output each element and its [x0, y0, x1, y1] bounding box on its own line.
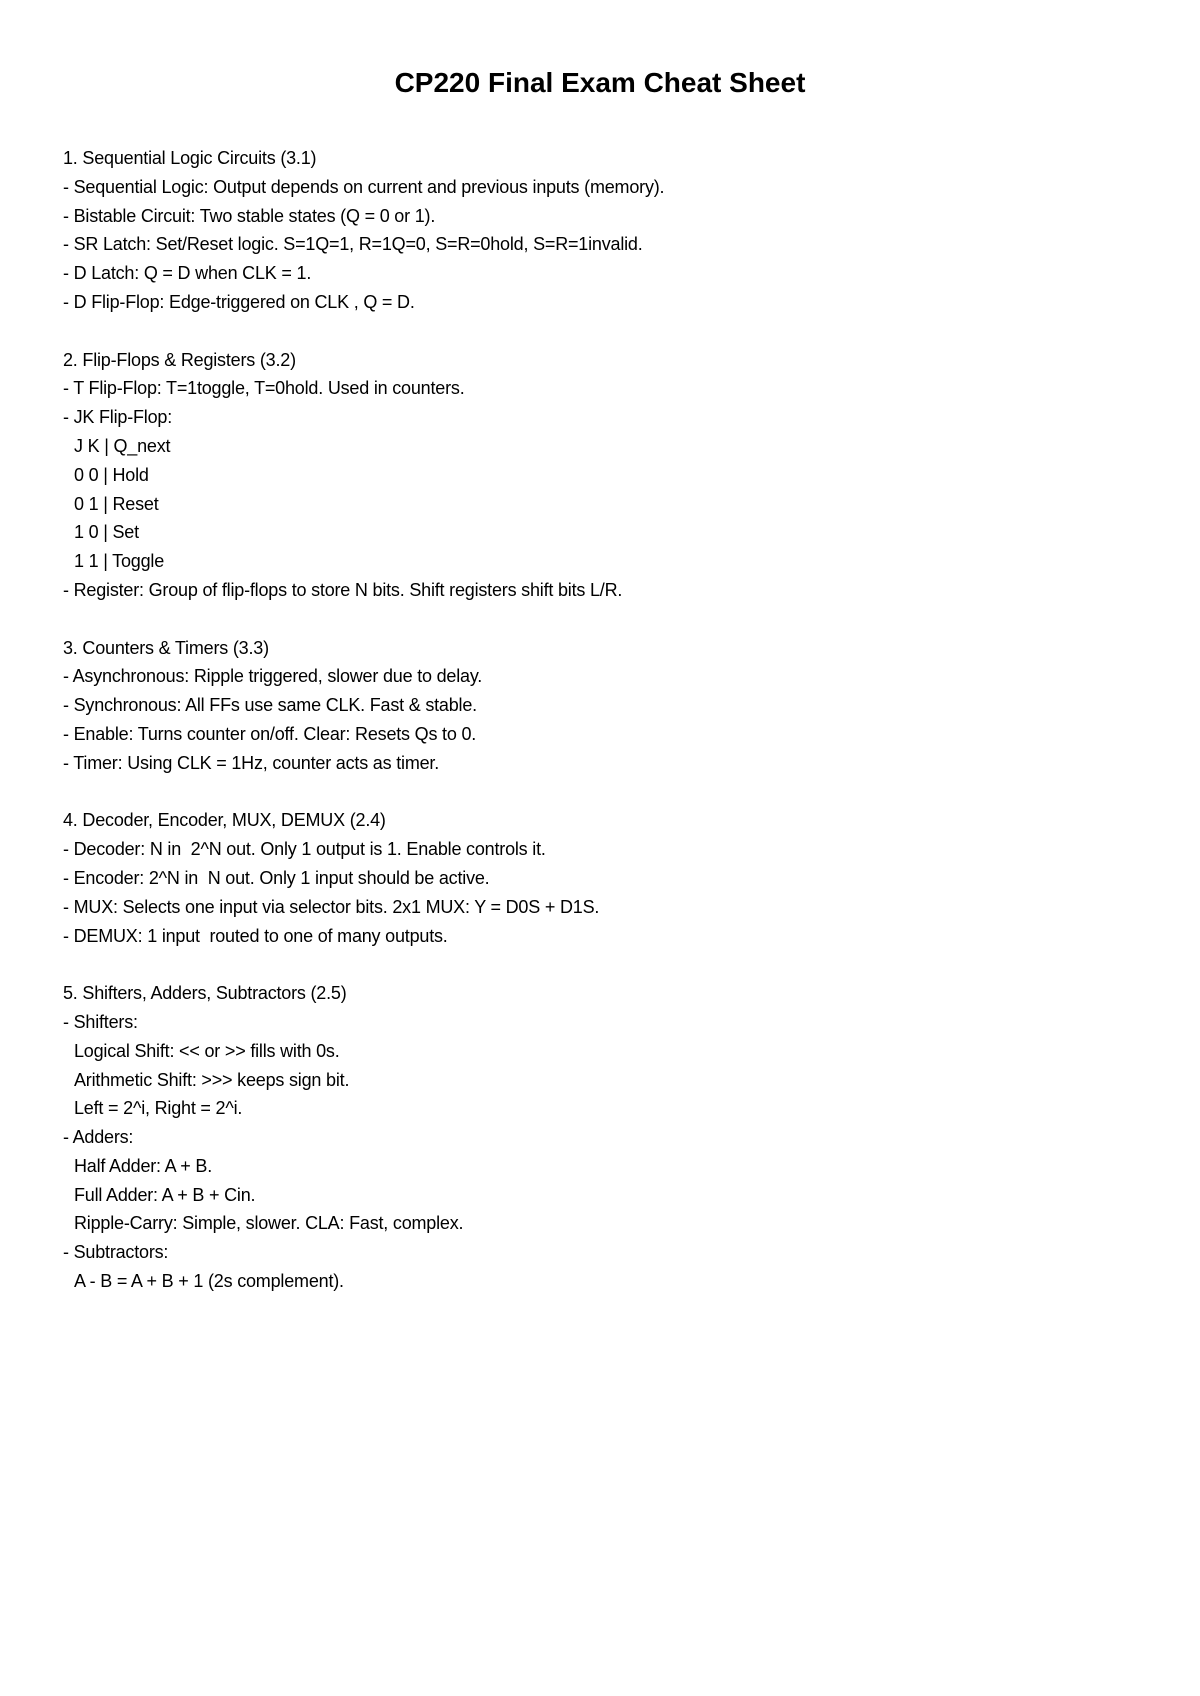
section-5 [63, 979, 1143, 1296]
note-line: - Timer: Using CLK = 1Hz, counter acts as timer. [63, 752, 440, 773]
note-line: - DEMUX: 1 input routed to one of many outputs. [63, 925, 448, 946]
note-line: - JK Flip-Flop: [63, 407, 173, 428]
document-body [63, 144, 1143, 1296]
section-3 [63, 634, 1143, 778]
indented-note-line: A - B = A + B + 1 (2s complement). [74, 1271, 344, 1292]
section-spacer [63, 317, 1143, 346]
note-line: - Sequential Logic: Output depends on current and previous inputs (memory). [63, 176, 665, 197]
note-line: - Encoder: 2^N in N out. Only 1 input should be active. [63, 867, 490, 888]
indented-note-line: Half Adder: A + B. [74, 1155, 212, 1176]
indented-note-line: 0 1 | Reset [74, 493, 159, 514]
note-line: - MUX: Selects one input via selector bits. 2x1 MUX: Y = D0S + D1S. [63, 896, 600, 917]
indented-note-line: 0 0 | Hold [74, 464, 149, 485]
indented-note-line: Ripple-Carry: Simple, slower. CLA: Fast, complex. [74, 1213, 464, 1234]
note-line: - Asynchronous: Ripple triggered, slower due to delay. [63, 666, 483, 687]
note-line: - Register: Group of flip-flops to store N bits. Shift registers shift bits L/R. [63, 579, 623, 600]
indented-note-line: 1 1 | Toggle [74, 551, 165, 572]
section-spacer [63, 950, 1143, 979]
section-heading: 1. Sequential Logic Circuits (3.1) [63, 148, 317, 168]
note-line: - Decoder: N in 2^N out. Only 1 output is 1. Enable controls it. [63, 839, 546, 860]
section-spacer [63, 605, 1143, 634]
indented-note-line: 1 0 | Set [74, 522, 139, 543]
section-spacer [63, 778, 1143, 807]
indented-note-line: Logical Shift: << or >> fills with 0s. [74, 1040, 340, 1061]
section-heading: 4. Decoder, Encoder, MUX, DEMUX (2.4) [63, 810, 386, 831]
note-line: - Synchronous: All FFs use same CLK. Fast & stable. [63, 695, 477, 716]
page-title: CP220 Final Exam Cheat Sheet [394, 67, 806, 98]
section-4 [63, 806, 1143, 950]
indented-note-line: J K | Q_next [74, 435, 171, 456]
section-1 [63, 144, 1143, 317]
section-heading: 3. Counters & Timers (3.3) [63, 637, 269, 658]
note-line: - T Flip-Flop: T=1toggle, T=0hold. Used in counters. [63, 378, 465, 399]
note-line: - Adders: [63, 1127, 134, 1148]
section-heading: 2. Flip-Flops & Registers (3.2) [63, 349, 296, 370]
note-line: - Bistable Circuit: Two stable states (Q = 0 or 1). [63, 205, 436, 226]
note-line: - Shifters: [63, 1011, 138, 1032]
indented-note-line: Full Adder: A + B + Cin. [74, 1184, 256, 1205]
note-line: - SR Latch: Set/Reset logic. S=1Q=1, R=1Q=0, S=R=0hold, S=R=1invalid. [63, 234, 643, 255]
indented-note-line: Arithmetic Shift: >>> keeps sign bit. [74, 1069, 350, 1090]
indented-note-line: Left = 2^i, Right = 2^i. [74, 1098, 243, 1119]
note-line: - Subtractors: [63, 1242, 169, 1263]
section-heading: 5. Shifters, Adders, Subtractors (2.5) [63, 983, 347, 1004]
note-line: - Enable: Turns counter on/off. Clear: Resets Qs to 0. [63, 723, 477, 744]
note-line: - D Latch: Q = D when CLK = 1. [63, 263, 312, 284]
note-line: - D Flip-Flop: Edge-triggered on CLK , Q = D. [63, 291, 415, 312]
section-2 [63, 346, 1143, 605]
